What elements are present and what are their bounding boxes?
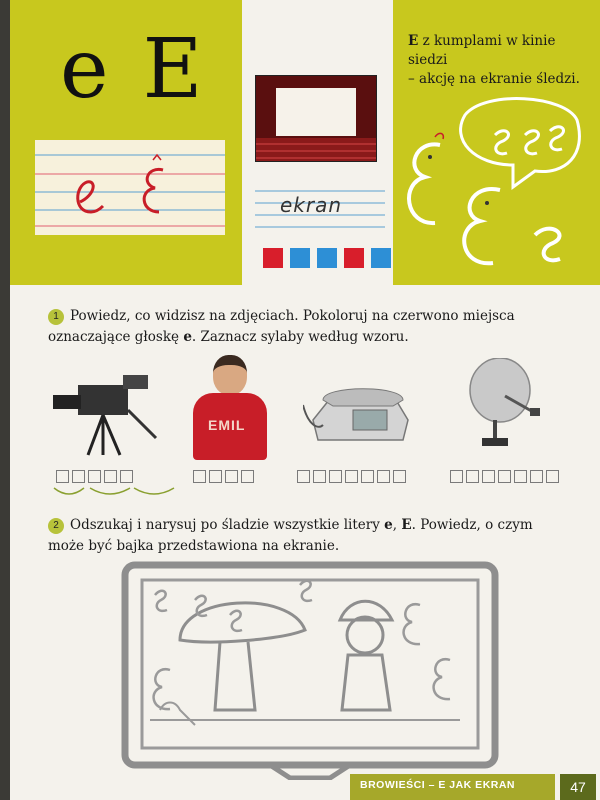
big-letters: e E [60, 22, 207, 117]
square-blue [317, 248, 337, 268]
top-section [10, 0, 600, 285]
page-number: 47 [560, 774, 596, 800]
workbook-page [10, 0, 600, 800]
cinema-photo [255, 75, 377, 162]
square-red [344, 248, 364, 268]
syllable-boxes-phone [297, 470, 406, 483]
syllable-box[interactable] [104, 470, 117, 483]
writing-lines-svg [35, 140, 225, 235]
page-footer [10, 766, 600, 800]
footer-title: BROWIEŚCI – E JAK EKRAN [360, 779, 516, 791]
rhyme-bold-letter: E [408, 33, 419, 49]
syllable-box[interactable] [345, 470, 358, 483]
shirt-text: EMIL [208, 417, 246, 433]
letter-writing-lines [35, 140, 225, 235]
exercise-2-bold1: e [384, 517, 393, 533]
exercise-number-badge: 2 [48, 518, 64, 534]
exercise-2-text-a: Odszukaj i narysuj po śladzie wszystkie litery [70, 517, 385, 533]
syllable-squares [263, 248, 391, 268]
satellite-dish-picture [460, 358, 550, 453]
boy-head [213, 355, 247, 395]
exercise-1-bold-letter: e [183, 329, 192, 345]
rhyme-text [408, 32, 588, 89]
syllable-box[interactable] [498, 470, 511, 483]
syllable-box[interactable] [56, 470, 69, 483]
square-blue [290, 248, 310, 268]
syllable-box[interactable] [297, 470, 310, 483]
syllable-box[interactable] [514, 470, 527, 483]
camera-picture [48, 370, 158, 460]
telephone-picture [303, 380, 413, 450]
rhyme-line1: z kumplami w kinie siedzi [408, 33, 556, 68]
exercise-number-badge: 1 [48, 309, 64, 325]
word-writing-lines [255, 185, 385, 233]
syllable-box[interactable] [466, 470, 479, 483]
tv-screen-illustration [120, 560, 500, 780]
syllable-box[interactable] [193, 470, 206, 483]
exercise-1-text-a: Powiedz, co widzisz na zdjęciach. Pokoloruj na czerwono miejsca oznaczające głoskę [48, 308, 515, 345]
exercise-2-instruction [48, 515, 558, 557]
syllable-box[interactable] [546, 470, 559, 483]
syllable-box[interactable] [530, 470, 543, 483]
syllable-box[interactable] [329, 470, 342, 483]
syllable-box[interactable] [241, 470, 254, 483]
exercise-1-text-b: . Zaznacz sylaby według wzoru. [191, 329, 409, 345]
cartoon-letters-illustration [395, 95, 595, 275]
syllable-box[interactable] [393, 470, 406, 483]
syllable-box[interactable] [361, 470, 374, 483]
exercise-2-sep: , [392, 517, 402, 533]
syllable-box[interactable] [482, 470, 495, 483]
word-ekran: ekran [280, 193, 343, 217]
syllable-boxes-dish [450, 470, 559, 483]
syllable-arcs [50, 486, 190, 502]
syllable-box[interactable] [377, 470, 390, 483]
syllable-box[interactable] [209, 470, 222, 483]
exercise-1-instruction [48, 306, 568, 348]
cinema-seats-svg [256, 76, 376, 161]
syllable-box[interactable] [88, 470, 101, 483]
syllable-box[interactable] [313, 470, 326, 483]
syllable-box[interactable] [120, 470, 133, 483]
syllable-boxes-boy [193, 470, 254, 483]
boy-picture [188, 355, 272, 460]
square-red [263, 248, 283, 268]
rhyme-line2: – akcję na ekranie śledzi. [408, 71, 580, 87]
syllable-box[interactable] [225, 470, 238, 483]
syllable-box[interactable] [450, 470, 463, 483]
syllable-box[interactable] [72, 470, 85, 483]
exercise-2-text-b: . Powiedz, o czym może być bajka przedstawiona na ekranie. [48, 517, 533, 554]
exercise-2-bold2: E [401, 517, 412, 533]
square-blue [371, 248, 391, 268]
syllable-boxes-camera [56, 470, 133, 483]
